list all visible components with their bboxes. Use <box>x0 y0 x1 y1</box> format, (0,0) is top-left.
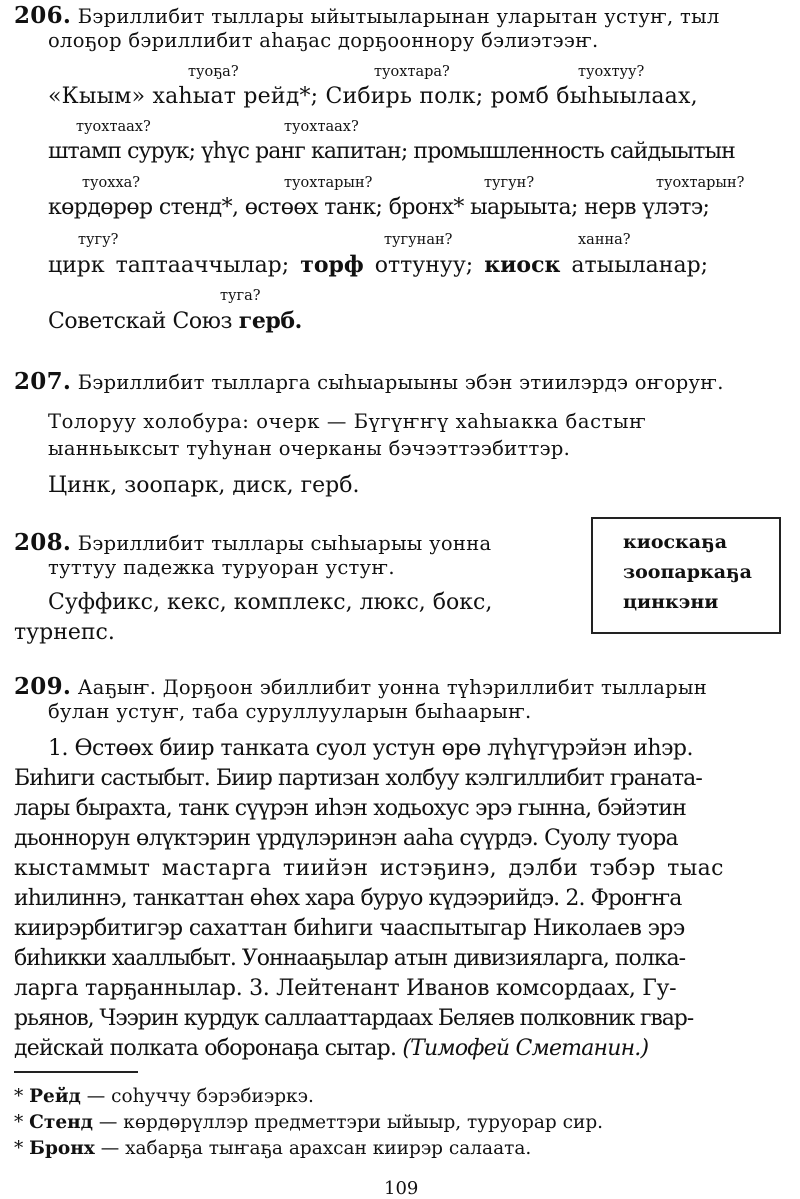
annotation: туохтара? <box>374 64 450 80</box>
page-number: 109 <box>384 1178 419 1199</box>
annotation: тугун? <box>484 175 535 191</box>
text-line: «Кыым» хаһыат рейд*; Сибирь полк; ромб быһыылаах, <box>48 84 698 109</box>
footnote-divider <box>14 1071 138 1073</box>
exercise-number: 207. <box>14 368 72 395</box>
text-line: цирк таптааччылар; торф оттунуу; киоск атыыланар; <box>48 252 709 278</box>
exercise-number: 208. <box>14 529 72 556</box>
exercise-209-instruction-cont: булан устуҥ, таба суруллууларын быһаарыҥ. <box>48 700 532 723</box>
text-line: киирэрбитигэр сахаттан биһиги чааспытыгар Николаев эрэ <box>14 916 685 941</box>
annotation: туохтаах? <box>76 119 151 135</box>
text-line: ларга тарҕаннылар. 3. Лейтенант Иванов комсордаах, Гу- <box>14 976 677 1001</box>
text-line: дьоннорун өлүктэрин үрдүлэринэн ааһа сүүрдэ. Суолу туора <box>14 826 678 851</box>
bold-word: киоск <box>484 252 561 278</box>
author-citation: (Тимофей Сметанин.) <box>402 1036 649 1061</box>
text-line: Биһиги састыбыт. Биир партизан холбуу кэлгиллибит граната- <box>14 766 702 791</box>
bold-word: торф <box>300 252 364 278</box>
text-line: биһикки хааллыбыт. Уоннааҕылар атын дивизияларга, полка- <box>14 946 686 971</box>
word-list: Суффикс, кекс, комплекс, люкс, бокс, <box>48 590 493 615</box>
sample-line: ыанньыксыт туһунан очерканы бэчээттээбиттэр. <box>48 437 571 460</box>
exercise-208-instruction-cont: туттуу падежка туруоран устуҥ. <box>48 556 395 579</box>
box-word: цинкэни <box>623 591 719 613</box>
exercise-206-instruction: 206. Бэриллибит тыллары ыйытыыларынан уларытан устуҥ, тыл <box>14 2 720 29</box>
text-line: дейскай полката оборонаҕа сытар. (Тимофей Сметанин.) <box>14 1036 649 1061</box>
box-word: киоскаҕа <box>623 531 728 553</box>
box-word: зоопаркаҕа <box>623 561 752 583</box>
exercise-207-instruction: 207. Бэриллибит тылларга сыһыарыыны эбэн этиилэрдэ оҥоруҥ. <box>14 368 724 395</box>
annotation: ханна? <box>578 232 631 248</box>
annotation: туга? <box>220 288 261 304</box>
bold-word: герб. <box>238 308 302 334</box>
annotation: туоҕа? <box>188 64 239 80</box>
footnote: * Стенд — көрдөрүллэр предметтэри ыйыыр, туруорар сир. <box>14 1112 604 1133</box>
footnote: * Рейд — соһуччу бэрэбиэркэ. <box>14 1086 314 1107</box>
text-line: Советскай Союз герб. <box>48 308 302 334</box>
annotation: туохтарын? <box>656 175 745 191</box>
exercise-208-instruction: 208. Бэриллибит тыллары сыһыарыы уонна <box>14 529 492 556</box>
answer-box <box>591 517 781 634</box>
exercise-number: 206. <box>14 2 72 29</box>
annotation: туохтуу? <box>578 64 645 80</box>
text-line: иһилиннэ, танкаттан өһөх хара буруо күдээрийдэ. 2. Фроҥҥа <box>14 886 682 911</box>
sample-line: Толоруу холобура: очерк — Бүгүҥҥү хаһыакка бастыҥ <box>48 410 647 433</box>
text-line: көрдөрөр стенд*, өстөөх танк; бронх* ыарыыта; нерв үлэтэ; <box>48 195 710 220</box>
annotation: туохтаах? <box>284 119 359 135</box>
annotation: тугу? <box>78 232 119 248</box>
word-list: Цинк, зоопарк, диск, герб. <box>48 473 360 498</box>
text-line: лары бырахта, танк сүүрэн иһэн ходьохус эрэ гынна, бэйэтин <box>14 796 686 821</box>
text-line: 1. Өстөөх биир танката суол устун өрө лүһүгүрэйэн иһэр. <box>48 736 693 761</box>
word-list: турнепс. <box>14 620 115 645</box>
exercise-209-instruction: 209. Ааҕыҥ. Дорҕоон эбиллибит уонна түһэриллибит тылларын <box>14 673 708 700</box>
exercise-206-instruction-cont: олоҕор бэриллибит аһаҕас дорҕооннору бэлиэтээҥ. <box>48 29 599 52</box>
text-line: кыстаммыт мастарга тиийэн истэҕинэ, дэлби тэбэр тыас <box>14 856 724 881</box>
annotation: тугунан? <box>384 232 453 248</box>
text-line: штамп сурук; үһүс ранг капитан; промышленность сайдыытын <box>48 139 735 164</box>
annotation: туохтарын? <box>284 175 373 191</box>
text-line: рьянов, Чээрин курдук саллааттардаах Беляев полковник гвар- <box>14 1006 694 1031</box>
footnote: * Бронх — хабарҕа тыҥаҕа арахсан киирэр салаата. <box>14 1138 532 1159</box>
annotation: туохха? <box>82 175 141 191</box>
exercise-number: 209. <box>14 673 72 700</box>
